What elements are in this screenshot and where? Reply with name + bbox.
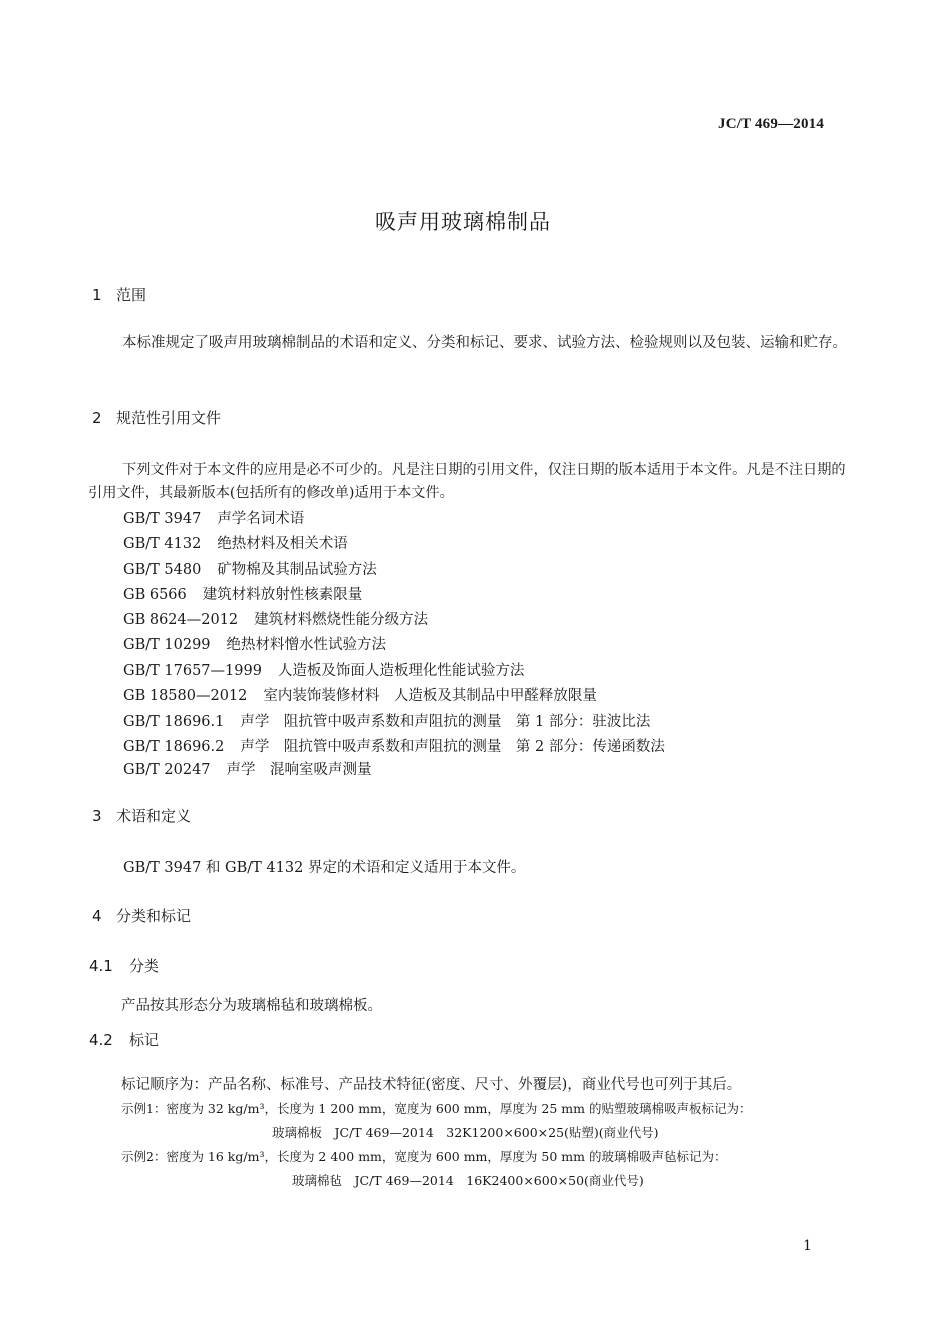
section-title: 标记 (129, 1031, 160, 1049)
reference-code: GB/T 18696.1 (123, 714, 225, 730)
reference-title: 建筑材料放射性核素限量 (202, 587, 363, 603)
section-3-heading (92, 805, 191, 826)
reference-code: GB/T 10299 (123, 637, 211, 653)
reference-item (123, 735, 665, 756)
section-number: 4.1 (89, 957, 113, 975)
page-number: 1 (803, 1238, 812, 1254)
section-number: 4 (92, 907, 102, 925)
reference-title: 声学 阻抗管中吸声系数和声阻抗的测量 第 2 部分：传递函数法 (240, 739, 665, 755)
example-2-marking: 玻璃棉毡 JC/T 469—2014 16K2400×600×50(商业代号) (292, 1173, 644, 1188)
subsection-4-2-heading (89, 1029, 159, 1050)
reference-code: GB/T 3947 (123, 511, 202, 527)
reference-item (123, 710, 650, 731)
example-2-text: 示例2：密度为 16 kg/m³，长度为 2 400 mm，宽度为 600 mm，厚度为 50 mm 的玻璃棉吸声毡标记为： (121, 1149, 727, 1164)
reference-title: 矿物棉及其制品试验方法 (217, 562, 377, 578)
reference-code: GB 18580—2012 (123, 688, 248, 704)
reference-title: 声学名词术语 (217, 511, 305, 527)
document-title: 吸声用玻璃棉制品 (375, 210, 551, 234)
reference-item (123, 583, 362, 604)
reference-item (123, 659, 524, 680)
section-4-heading (92, 905, 191, 926)
section-title: 范围 (116, 286, 147, 304)
section-number: 2 (92, 409, 102, 427)
reference-code: GB 6566 (123, 587, 187, 603)
example-1-marking: 玻璃棉板 JC/T 469—2014 32K1200×600×25(贴塑)(商业代号) (272, 1125, 659, 1140)
reference-code: GB/T 4132 (123, 536, 202, 552)
example-1-text: 示例1：密度为 32 kg/m³，长度为 1 200 mm，宽度为 600 mm，厚度为 25 mm 的贴塑玻璃棉吸声板标记为： (121, 1101, 752, 1116)
reference-code: GB 8624—2012 (123, 612, 239, 628)
section-number: 1 (92, 286, 102, 304)
section-1-heading (92, 284, 146, 305)
reference-code: GB/T 17657—1999 (123, 663, 262, 679)
subsection-4-1-heading (89, 955, 159, 976)
marking-paragraph: 标记顺序为：产品名称、标准号、产品技术特征(密度、尺寸、外覆层)，商业代号也可列于其后。 (121, 1077, 742, 1093)
section-title: 分类 (129, 957, 160, 975)
reference-title: 人造板及饰面人造板理化性能试验方法 (277, 663, 525, 679)
reference-item (123, 558, 377, 579)
section-title: 规范性引用文件 (116, 409, 222, 427)
reference-title: 绝热材料憎水性试验方法 (226, 637, 387, 653)
section-number: 3 (92, 807, 102, 825)
reference-item (123, 684, 597, 705)
scope-paragraph: 本标准规定了吸声用玻璃棉制品的术语和定义、分类和标记、要求、试验方法、检验规则以及包装、运输和贮存。 (122, 335, 847, 351)
reference-title: 声学 混响室吸声测量 (226, 762, 372, 778)
standard-number: JC/T 469—2014 (718, 116, 825, 132)
reference-item (123, 507, 304, 528)
section-title: 术语和定义 (116, 807, 192, 825)
reference-item (123, 532, 348, 553)
terms-paragraph: GB/T 3947 和 GB/T 4132 界定的术语和定义适用于本文件。 (123, 860, 526, 876)
reference-title: 声学 阻抗管中吸声系数和声阻抗的测量 第 1 部分：驻波比法 (240, 714, 651, 730)
reference-title: 室内装饰装修材料 人造板及其制品中甲醛释放限量 (263, 688, 597, 704)
reference-code: GB/T 18696.2 (123, 739, 225, 755)
references-intro: 下列文件对于本文件的应用是必不可少的。凡是注日期的引用文件，仅注日期的版本适用于本文件。凡是不注日期的引用文件，其最新版本(包括所有的修改单)适用于本文件。 (88, 462, 846, 501)
reference-title: 绝热材料及相关术语 (217, 536, 348, 552)
section-number: 4.2 (89, 1031, 113, 1049)
reference-title: 建筑材料燃烧性能分级方法 (254, 612, 429, 628)
reference-code: GB/T 20247 (123, 762, 211, 778)
reference-code: GB/T 5480 (123, 562, 202, 578)
reference-item (123, 633, 386, 654)
classification-paragraph: 产品按其形态分为玻璃棉毡和玻璃棉板。 (121, 998, 382, 1014)
reference-item (123, 758, 372, 779)
reference-item (123, 608, 428, 629)
section-2-heading (92, 407, 221, 428)
section-title: 分类和标记 (116, 907, 192, 925)
